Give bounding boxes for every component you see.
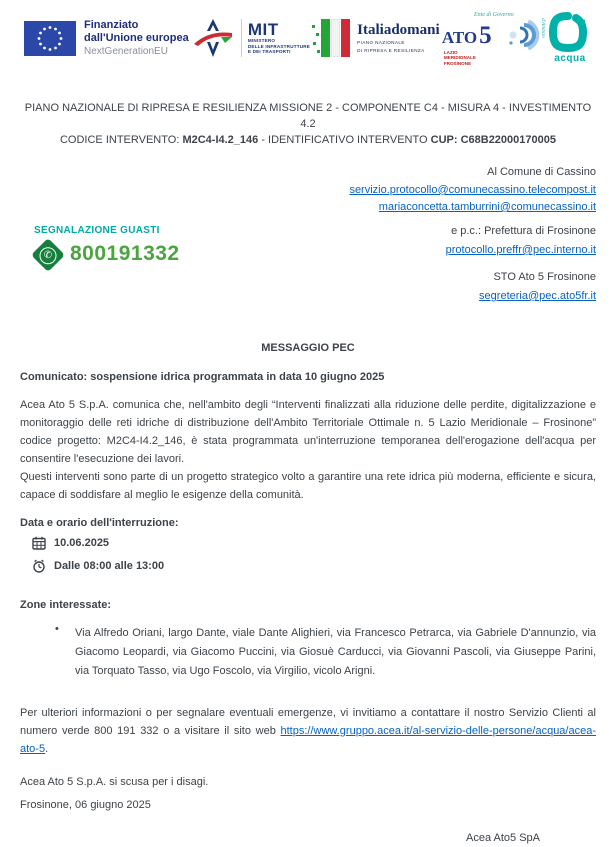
dateline: Frosinone, 06 giugno 2025 <box>20 799 151 811</box>
document-title <box>18 100 598 148</box>
info-website-link[interactable]: https://www.gruppo.acea.it/al-servizio-delle-persone/acqua/acea-ato-5 <box>20 725 596 755</box>
fault-report-badge <box>34 223 180 267</box>
italiadomani-flag-icon <box>312 17 352 59</box>
ato5-sub-line2: MERIDIONALE <box>443 55 476 61</box>
bullet-marker: • <box>55 623 59 635</box>
recipient-block <box>20 164 596 215</box>
mit-sub-line3: E DEI TRASPORTI <box>247 49 291 55</box>
message-body <box>20 396 596 504</box>
body-paragraph-2: Questi interventi sono parte di un progetto strategico volto a garantire una rete idrica più moderna, efficiente e sicura, capace di soddisfare al meglio le esigenze della comunità. <box>20 471 596 501</box>
mit-sub-line1: MINISTERO <box>247 38 276 44</box>
pec-document <box>0 10 616 844</box>
acea-product-label: acqua <box>554 53 586 64</box>
ato5-sub-line3: FROSINONE <box>443 60 472 66</box>
calendar-icon <box>32 536 46 550</box>
body-paragraph-1: Acea Ato 5 S.p.A. comunica che, nell'ambito degli “Interventi finalizzati alla riduzione delle perdite, digitalizzazione e monitoraggio delle reti idriche di distribuzione dell'Ambito Territoriale Ottimale n. 5 Lazio Meridionale – Frosinone” codice progetto: M2C4-I4.2_146, è stata programmata un'interruzione temporanea dell'erogazione dell'acqua per consentire l'esecuzione dei lavori. <box>20 399 596 465</box>
zones-list-item: Via Alfredo Oriani, largo Dante, viale Dante Alighieri, via Francesco Petrarca, via Gabriele D'annunzio, via Giacomo Leopardi, via Giacomo Puccini, via Giosuè Carducci, via Giovanni Pascoli, via Giuseppe Parini, via Torquato Tasso, via Ugo Foscolo, via Virgilio, vicolo Arigni. <box>75 627 596 677</box>
title-codice-label: CODICE INTERVENTO: <box>59 134 183 146</box>
info-text-prefix: Per ulteriori informazioni o per segnalare eventuali emergenze, vi invitiamo a contattare il nostro Servizio Clienti al numero verde 800 191 332 o a visitare il sito web <box>20 707 596 737</box>
schedule-date: 10.06.2025 <box>54 537 110 549</box>
phone-icon <box>31 238 65 272</box>
eu-funding-logo <box>24 19 189 58</box>
cc2-label: STO Ato 5 Frosinone <box>493 271 596 283</box>
message-subject: Comunicato: sospensione idrica programmata in data 10 giugno 2025 <box>20 371 385 383</box>
schedule-date-row <box>32 534 596 552</box>
acea-logo <box>548 12 592 64</box>
message-heading: MESSAGGIO PEC <box>261 342 355 354</box>
schedule-heading: Data e orario dell'interruzione: <box>20 517 179 529</box>
title-line1: PIANO NAZIONALE DI RIPRESA E RESILIENZA MISSIONE 2 - COMPONENTE C4 - MISURA 4 - INVESTIMENTO 4.2 <box>24 102 592 130</box>
title-codice-value: M2C4-I4.2_146 <box>182 134 259 146</box>
schedule-time-row <box>32 557 596 575</box>
ato5-number: 5 <box>479 22 492 49</box>
italiadomani-sub-line1: PIANO NAZIONALE <box>357 39 405 45</box>
alarm-clock-icon <box>32 559 46 573</box>
ato5-side-text: d'Ambito <box>539 18 546 38</box>
eu-funding-line2: dall'Unione europea <box>84 31 189 44</box>
recipient-email-2[interactable]: mariaconcetta.tamburrini@comunecassino.it <box>378 201 596 213</box>
info-paragraph <box>20 704 596 758</box>
cc1-email[interactable]: protocollo.preffr@pec.interno.it <box>445 244 596 256</box>
mit-logo <box>191 16 310 60</box>
recipient-name: Al Comune di Cassino <box>487 166 596 178</box>
ato5-top-text: Ente di Governo <box>474 12 514 18</box>
schedule-time: Dalle 08:00 alle 13:00 <box>54 560 165 572</box>
ato5-wave-icon <box>498 18 532 52</box>
fault-report-label: SEGNALAZIONE GUASTI <box>34 225 160 236</box>
title-line2 <box>18 132 598 148</box>
cc2-email[interactable]: segreteria@pec.ato5fr.it <box>479 290 596 302</box>
eu-flag-icon <box>24 21 76 56</box>
mit-acronym: MIT <box>247 20 279 40</box>
ato5-logo <box>442 10 546 66</box>
title-identificativo-label: - IDENTIFICATIVO INTERVENTO <box>258 134 431 146</box>
ato5-sub-line1: LAZIO <box>443 50 458 55</box>
signature: Acea Ato5 SpA <box>466 832 540 844</box>
recipient-email-1[interactable]: servizio.protocollo@comunecassino.telecompost.it <box>349 184 596 196</box>
zones-list <box>55 623 596 680</box>
zones-heading: Zone interessate: <box>20 599 112 611</box>
ato5-wordmark: ATO <box>441 28 478 47</box>
eu-funding-line1: Finanziato <box>84 18 139 31</box>
italiadomani-sub-line2: DI RIPRESA E RESILIENZA <box>357 47 425 53</box>
info-text-suffix: . <box>45 743 49 755</box>
cc-block <box>446 223 596 304</box>
mit-logo-divider <box>241 19 242 57</box>
mit-emblem-icon <box>191 16 235 60</box>
mit-sub-line2: DELLE INFRASTRUTTURE <box>247 43 311 49</box>
eu-funding-line3: NextGenerationEU <box>84 45 168 57</box>
title-cup-value: CUP: C68B22000170005 <box>430 134 556 146</box>
apology-line: Acea Ato 5 S.p.A. si scusa per i disagi. <box>20 776 209 788</box>
fault-report-phone-number: 800191332 <box>70 241 180 265</box>
phone-glyph: ✆ <box>43 249 53 260</box>
italiadomani-logo <box>312 17 440 59</box>
cc1-label: e p.c.: Prefettura di Frosinone <box>451 225 596 237</box>
italiadomani-wordmark: Italiadomani <box>357 21 440 38</box>
acea-wordmark-vertical: acea <box>578 19 588 38</box>
header-logo-strip <box>24 10 592 66</box>
